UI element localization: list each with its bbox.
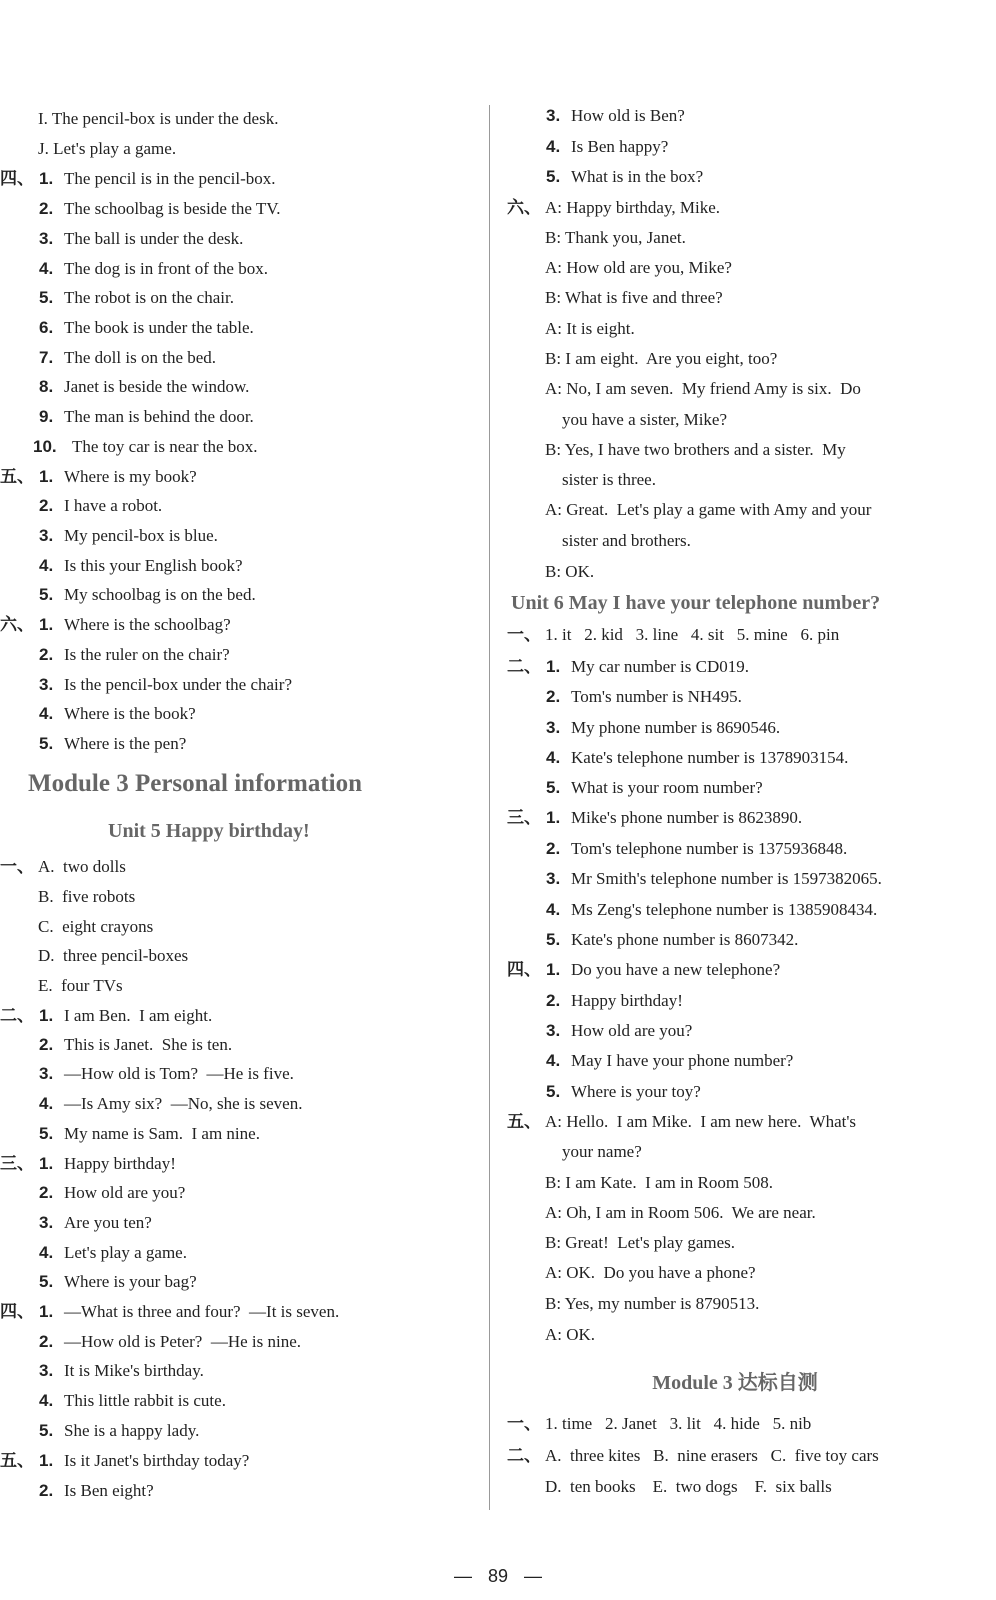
item-text: The doll is on the bed. <box>64 348 217 367</box>
item-number: 1. <box>39 615 54 634</box>
item-text: A: Happy birthday, Mike. <box>545 198 721 217</box>
section-marker: 四、 <box>0 169 34 188</box>
item-text: Where is your toy? <box>571 1082 701 1101</box>
item-number: 3. <box>39 526 54 545</box>
item-text: Do you have a new telephone? <box>571 960 781 979</box>
section-marker: 一、 <box>507 1414 541 1433</box>
item-text: My schoolbag is on the bed. <box>64 585 256 604</box>
item-number: 5. <box>39 1272 54 1291</box>
item-text: —Is Amy six? —No, she is seven. <box>64 1094 303 1113</box>
section-marker: 二、 <box>0 1006 34 1025</box>
item-text: Is Ben eight? <box>64 1481 154 1500</box>
item-text: Mike's phone number is 8623890. <box>571 808 803 827</box>
section-marker: 五、 <box>0 467 34 486</box>
item-text: The pencil is in the pencil-box. <box>64 169 276 188</box>
item-text: The book is under the table. <box>64 318 254 337</box>
section-marker: 二、 <box>507 657 541 676</box>
item-number: 4. <box>546 1051 561 1070</box>
item-text: B: I am Kate. I am in Room 508. <box>545 1173 774 1192</box>
item-number: 2. <box>39 1035 54 1054</box>
item-number: 1. <box>39 1302 54 1321</box>
item-number: 3. <box>39 1213 54 1232</box>
item-text: D. ten books E. two dogs F. six balls <box>545 1477 832 1496</box>
section-marker: 三、 <box>507 808 541 827</box>
item-number: 3. <box>39 1064 54 1083</box>
item-text: How old are you? <box>571 1021 693 1040</box>
item-number: 1. <box>39 169 54 188</box>
item-text: B: What is five and three? <box>545 288 723 307</box>
item-text: you have a sister, Mike? <box>545 410 728 429</box>
item-text: Tom's number is NH495. <box>571 687 742 706</box>
item-number: 2. <box>39 199 54 218</box>
section-marker: 五、 <box>507 1112 541 1131</box>
item-number: 1. <box>546 960 561 979</box>
item-text: Where is the book? <box>64 704 196 723</box>
item-text: I. The pencil-box is under the desk. <box>38 109 279 128</box>
item-text: Janet is beside the window. <box>64 377 250 396</box>
item-number: 3. <box>39 229 54 248</box>
item-text: Is the ruler on the chair? <box>64 645 230 664</box>
item-text: A: OK. Do you have a phone? <box>545 1263 756 1282</box>
item-text: A: It is eight. <box>545 319 635 338</box>
item-text: Tom's telephone number is 1375936848. <box>571 839 848 858</box>
column-divider <box>489 105 490 1510</box>
item-number: 4. <box>546 900 561 919</box>
item-text: Is this your English book? <box>64 556 243 575</box>
item-text: What is your room number? <box>571 778 763 797</box>
item-text: Mr Smith's telephone number is 1597382065. <box>571 869 882 888</box>
item-text: A: How old are you, Mike? <box>545 258 732 277</box>
item-text: your name? <box>545 1142 642 1161</box>
item-number: 7. <box>39 348 54 367</box>
item-number: 6. <box>39 318 54 337</box>
item-number: 5. <box>546 167 561 186</box>
item-text: A. two dolls <box>38 857 126 876</box>
item-text: sister and brothers. <box>545 531 691 550</box>
item-number: 8. <box>39 377 54 396</box>
item-text: A: OK. <box>545 1325 596 1344</box>
item-text: —How old is Tom? —He is five. <box>64 1064 294 1083</box>
item-number: 4. <box>39 556 54 575</box>
item-text: B: Yes, my number is 8790513. <box>545 1294 760 1313</box>
item-text: The toy car is near the box. <box>72 437 258 456</box>
item-text: A. three kites B. nine erasers C. five toy cars <box>545 1446 879 1465</box>
item-number: 2. <box>39 1183 54 1202</box>
item-number: 3. <box>546 106 561 125</box>
item-text: She is a happy lady. <box>64 1421 200 1440</box>
item-text: My pencil-box is blue. <box>64 526 218 545</box>
item-number: 4. <box>39 259 54 278</box>
item-text: sister is three. <box>545 470 656 489</box>
item-text: What is in the box? <box>571 167 704 186</box>
item-text: —How old is Peter? —He is nine. <box>64 1332 302 1351</box>
item-number: 2. <box>39 496 54 515</box>
item-number: 3. <box>546 869 561 888</box>
section-marker: 一、 <box>0 857 34 876</box>
item-text: 1. time 2. Janet 3. lit 4. hide 5. nib <box>545 1414 812 1433</box>
item-number: 9. <box>39 407 54 426</box>
item-text: Where is the pen? <box>64 734 187 753</box>
item-text: I am Ben. I am eight. <box>64 1006 213 1025</box>
item-text: This is Janet. She is ten. <box>64 1035 233 1054</box>
item-text: Is Ben happy? <box>571 137 669 156</box>
item-text: My phone number is 8690546. <box>571 718 781 737</box>
item-text: The man is behind the door. <box>64 407 254 426</box>
item-text: Let's play a game. <box>64 1243 187 1262</box>
section-marker: 三、 <box>0 1154 34 1173</box>
module-heading: Module 3 Personal information <box>28 770 363 797</box>
item-number: 10. <box>33 437 57 456</box>
item-text: The robot is on the chair. <box>64 288 234 307</box>
item-number: 4. <box>546 137 561 156</box>
item-number: 5. <box>39 288 54 307</box>
section-marker: 六、 <box>507 198 541 217</box>
page-number: — 89 — <box>453 1566 543 1586</box>
item-number: 1. <box>546 808 561 827</box>
item-text: Where is my book? <box>64 467 197 486</box>
item-text: D. three pencil-boxes <box>38 946 189 965</box>
section-marker: 六、 <box>0 615 34 634</box>
item-text: A: Oh, I am in Room 506. We are near. <box>545 1203 816 1222</box>
item-text: Is it Janet's birthday today? <box>64 1451 250 1470</box>
item-text: 1. it 2. kid 3. line 4. sit 5. mine 6. pin <box>545 625 840 644</box>
item-text: It is Mike's birthday. <box>64 1361 204 1380</box>
item-number: 2. <box>546 839 561 858</box>
item-text: My name is Sam. I am nine. <box>64 1124 260 1143</box>
item-number: 4. <box>39 1243 54 1262</box>
item-text: How old is Ben? <box>571 106 685 125</box>
unit-heading: Module 3 达标自测 <box>652 1372 818 1394</box>
item-number: 2. <box>39 1332 54 1351</box>
section-marker: 一、 <box>507 625 541 644</box>
item-number: 4. <box>39 1391 54 1410</box>
item-text: A: Great. Let's play a game with Amy and your <box>545 500 872 519</box>
item-number: 5. <box>546 930 561 949</box>
item-number: 5. <box>546 778 561 797</box>
item-number: 4. <box>546 748 561 767</box>
item-text: My car number is CD019. <box>571 657 750 676</box>
item-text: B: OK. <box>545 562 595 581</box>
item-text: Ms Zeng's telephone number is 1385908434. <box>571 900 878 919</box>
item-number: 4. <box>39 704 54 723</box>
item-text: I have a robot. <box>64 496 163 515</box>
item-text: B: Yes, I have two brothers and a sister. My <box>545 440 846 459</box>
section-marker: 五、 <box>0 1451 34 1470</box>
item-number: 5. <box>546 1082 561 1101</box>
item-number: 3. <box>39 1361 54 1380</box>
section-marker: 二、 <box>507 1446 541 1465</box>
item-text: This little rabbit is cute. <box>64 1391 226 1410</box>
item-number: 3. <box>546 718 561 737</box>
item-number: 1. <box>546 657 561 676</box>
item-number: 1. <box>39 467 54 486</box>
item-number: 5. <box>39 1124 54 1143</box>
item-text: Is the pencil-box under the chair? <box>64 675 292 694</box>
item-number: 1. <box>39 1154 54 1173</box>
item-text: Kate's telephone number is 1378903154. <box>571 748 849 767</box>
item-number: 2. <box>546 991 561 1010</box>
item-text: E. four TVs <box>38 976 123 995</box>
unit-heading: Unit 5 Happy birthday! <box>108 820 310 842</box>
item-number: 3. <box>39 675 54 694</box>
item-number: 2. <box>39 1481 54 1500</box>
item-text: Kate's phone number is 8607342. <box>571 930 799 949</box>
item-number: 1. <box>39 1006 54 1025</box>
item-text: A: No, I am seven. My friend Amy is six. Do <box>545 379 861 398</box>
item-text: Where is your bag? <box>64 1272 197 1291</box>
item-text: Happy birthday! <box>571 991 683 1010</box>
item-text: The ball is under the desk. <box>64 229 244 248</box>
item-text: B: Great! Let's play games. <box>545 1233 736 1252</box>
unit-heading: Unit 6 May I have your telephone number? <box>511 592 881 614</box>
section-marker: 四、 <box>0 1302 34 1321</box>
item-number: 3. <box>546 1021 561 1040</box>
item-text: Where is the schoolbag? <box>64 615 231 634</box>
item-text: B: I am eight. Are you eight, too? <box>545 349 778 368</box>
item-number: 2. <box>546 687 561 706</box>
item-number: 5. <box>39 585 54 604</box>
section-marker: 四、 <box>507 960 541 979</box>
item-text: Happy birthday! <box>64 1154 176 1173</box>
item-text: Are you ten? <box>64 1213 152 1232</box>
item-text: The schoolbag is beside the TV. <box>64 199 281 218</box>
item-text: J. Let's play a game. <box>38 139 177 158</box>
item-text: —What is three and four? —It is seven. <box>64 1302 340 1321</box>
item-text: B: Thank you, Janet. <box>545 228 686 247</box>
item-number: 5. <box>39 734 54 753</box>
item-text: C. eight crayons <box>38 917 154 936</box>
item-text: B. five robots <box>38 887 136 906</box>
item-number: 4. <box>39 1094 54 1113</box>
item-text: May I have your phone number? <box>571 1051 794 1070</box>
item-number: 1. <box>39 1451 54 1470</box>
item-number: 2. <box>39 645 54 664</box>
item-text: How old are you? <box>64 1183 186 1202</box>
item-text: A: Hello. I am Mike. I am new here. What's <box>545 1112 857 1131</box>
item-text: The dog is in front of the box. <box>64 259 268 278</box>
item-number: 5. <box>39 1421 54 1440</box>
